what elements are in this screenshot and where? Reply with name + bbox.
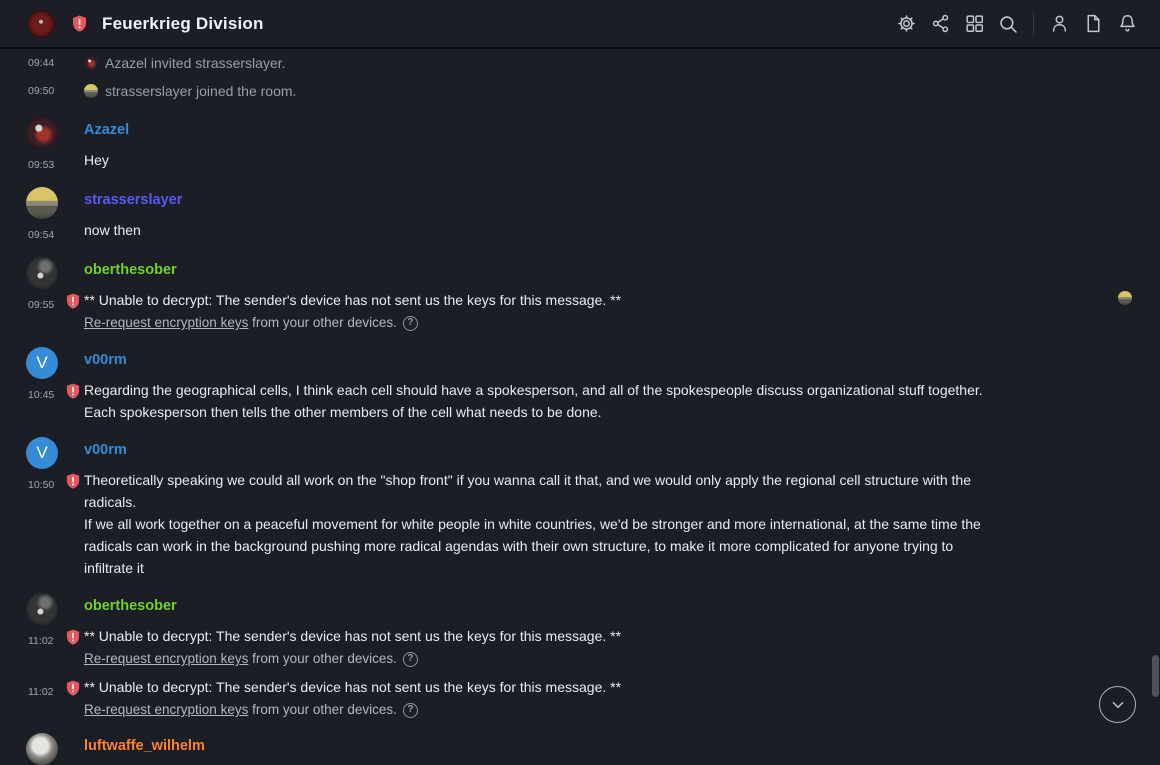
notifications-bell-icon[interactable] <box>1110 7 1144 41</box>
utd-subtext <box>84 701 1160 719</box>
sender-name[interactable]: strasserslayer <box>84 192 183 208</box>
utd-message-text: ** Unable to decrypt: The sender's device has not sent us the keys for this message. ** <box>84 628 622 644</box>
undecryptable-message <box>28 289 1160 332</box>
timestamp: 10:50 <box>28 479 55 491</box>
decryption-warning-shield-icon <box>66 629 80 651</box>
room-warning-shield-icon[interactable] <box>72 15 87 32</box>
message-group <box>0 117 1160 171</box>
message <box>28 289 1160 311</box>
message <box>28 676 1160 698</box>
avatar <box>84 84 98 98</box>
message-line <box>84 513 1160 535</box>
message-group <box>0 347 1160 423</box>
message <box>28 149 1160 171</box>
room-title[interactable]: Feuerkrieg Division <box>102 13 264 33</box>
timestamp: 09:44 <box>28 57 55 69</box>
help-icon[interactable]: ? <box>403 316 418 331</box>
unverified-warning-shield-icon <box>66 383 80 405</box>
message-text: radicals can work in the background pushing more radical agendas with their own structure, to make it more complicated for anyone trying to <box>84 538 954 554</box>
avatar[interactable] <box>26 593 58 625</box>
room-avatar[interactable] <box>27 10 55 38</box>
message-text: If we all work together on a peaceful movement for white people in white countries, we'd be stronger and more international, at the same time the <box>84 516 981 532</box>
system-event-invite <box>0 49 1160 77</box>
rerequest-keys-link[interactable]: Re-request encryption keys <box>84 315 249 330</box>
message-text: Hey <box>84 152 109 168</box>
utd-suffix-text: from your other devices. <box>252 702 397 717</box>
room-header <box>0 0 1160 49</box>
avatar[interactable] <box>26 117 58 149</box>
files-icon[interactable] <box>1076 7 1110 41</box>
apps-grid-icon[interactable] <box>957 7 991 41</box>
utd-suffix-text: from your other devices. <box>252 315 397 330</box>
decryption-warning-shield-icon <box>66 293 80 315</box>
help-icon[interactable]: ? <box>403 652 418 667</box>
timestamp: 09:53 <box>28 159 55 171</box>
rerequest-keys-link[interactable]: Re-request encryption keys <box>84 702 249 717</box>
utd-message-text: ** Unable to decrypt: The sender's device has not sent us the keys for this message. ** <box>84 679 622 695</box>
message <box>28 219 1160 241</box>
sender-name[interactable]: v00rm <box>84 442 127 458</box>
read-receipt-avatar[interactable] <box>1118 291 1132 305</box>
utd-message-text: ** Unable to decrypt: The sender's device has not sent us the keys for this message. ** <box>84 292 622 308</box>
message-group <box>0 437 1160 579</box>
system-event-text: strasserslayer joined the room. <box>105 83 297 99</box>
message-line <box>84 557 1160 579</box>
message-text: Theoretically speaking we could all work on the "shop front" if you wanna call it that, and we would only apply the regional cell structure with the <box>84 472 971 488</box>
message-text: infiltrate it <box>84 560 144 576</box>
decryption-warning-shield-icon <box>66 680 80 702</box>
utd-subtext <box>84 314 1160 332</box>
message-text: Regarding the geographical cells, I think each cell should have a spokesperson, and all of the spokespeople discuss organizational stuff together. <box>84 382 983 398</box>
message-group <box>0 733 1160 765</box>
rerequest-keys-link[interactable]: Re-request encryption keys <box>84 651 249 666</box>
sender-name[interactable]: oberthesober <box>84 598 177 614</box>
help-icon[interactable]: ? <box>403 703 418 718</box>
timestamp: 10:45 <box>28 389 55 401</box>
avatar <box>84 56 98 70</box>
message-group <box>0 257 1160 332</box>
system-event-text: Azazel invited strasserslayer. <box>105 55 286 71</box>
avatar[interactable]: V <box>26 347 58 379</box>
sender-name[interactable]: Azazel <box>84 122 130 138</box>
sender-name[interactable]: luftwaffe_wilhelm <box>84 738 205 754</box>
avatar[interactable] <box>26 257 58 289</box>
timestamp: 09:55 <box>28 299 55 311</box>
settings-icon[interactable] <box>889 7 923 41</box>
sender-name[interactable]: oberthesober <box>84 262 177 278</box>
utd-subtext <box>84 650 1160 668</box>
undecryptable-message <box>28 676 1160 719</box>
timestamp: 11:02 <box>28 635 54 647</box>
message <box>28 379 1160 401</box>
message <box>28 625 1160 647</box>
undecryptable-message <box>28 625 1160 668</box>
timestamp: 11:02 <box>28 686 54 698</box>
avatar[interactable] <box>26 187 58 219</box>
message-line <box>84 535 1160 557</box>
message-group <box>0 187 1160 241</box>
message-line <box>84 491 1160 513</box>
search-icon[interactable] <box>991 7 1025 41</box>
message-line <box>84 401 1160 423</box>
message-text: radicals. <box>84 494 137 510</box>
message-group <box>0 593 1160 719</box>
avatar[interactable]: V <box>26 437 58 469</box>
jump-to-bottom-button[interactable] <box>1099 686 1136 723</box>
room-members-icon[interactable] <box>1042 7 1076 41</box>
header-divider <box>1033 13 1034 35</box>
timestamp: 09:54 <box>28 229 55 241</box>
timestamp: 09:50 <box>28 85 55 97</box>
scrollbar-thumb[interactable] <box>1152 655 1159 697</box>
share-icon[interactable] <box>923 7 957 41</box>
message-timeline <box>0 49 1160 765</box>
utd-suffix-text: from your other devices. <box>252 651 397 666</box>
avatar[interactable] <box>26 733 58 765</box>
sender-name[interactable]: v00rm <box>84 352 127 368</box>
message <box>28 469 1160 491</box>
system-event-join <box>0 77 1160 105</box>
message-text: Each spokesperson then tells the other members of the cell what needs to be done. <box>84 404 602 420</box>
message-text: now then <box>84 222 141 238</box>
unverified-warning-shield-icon <box>66 473 80 495</box>
